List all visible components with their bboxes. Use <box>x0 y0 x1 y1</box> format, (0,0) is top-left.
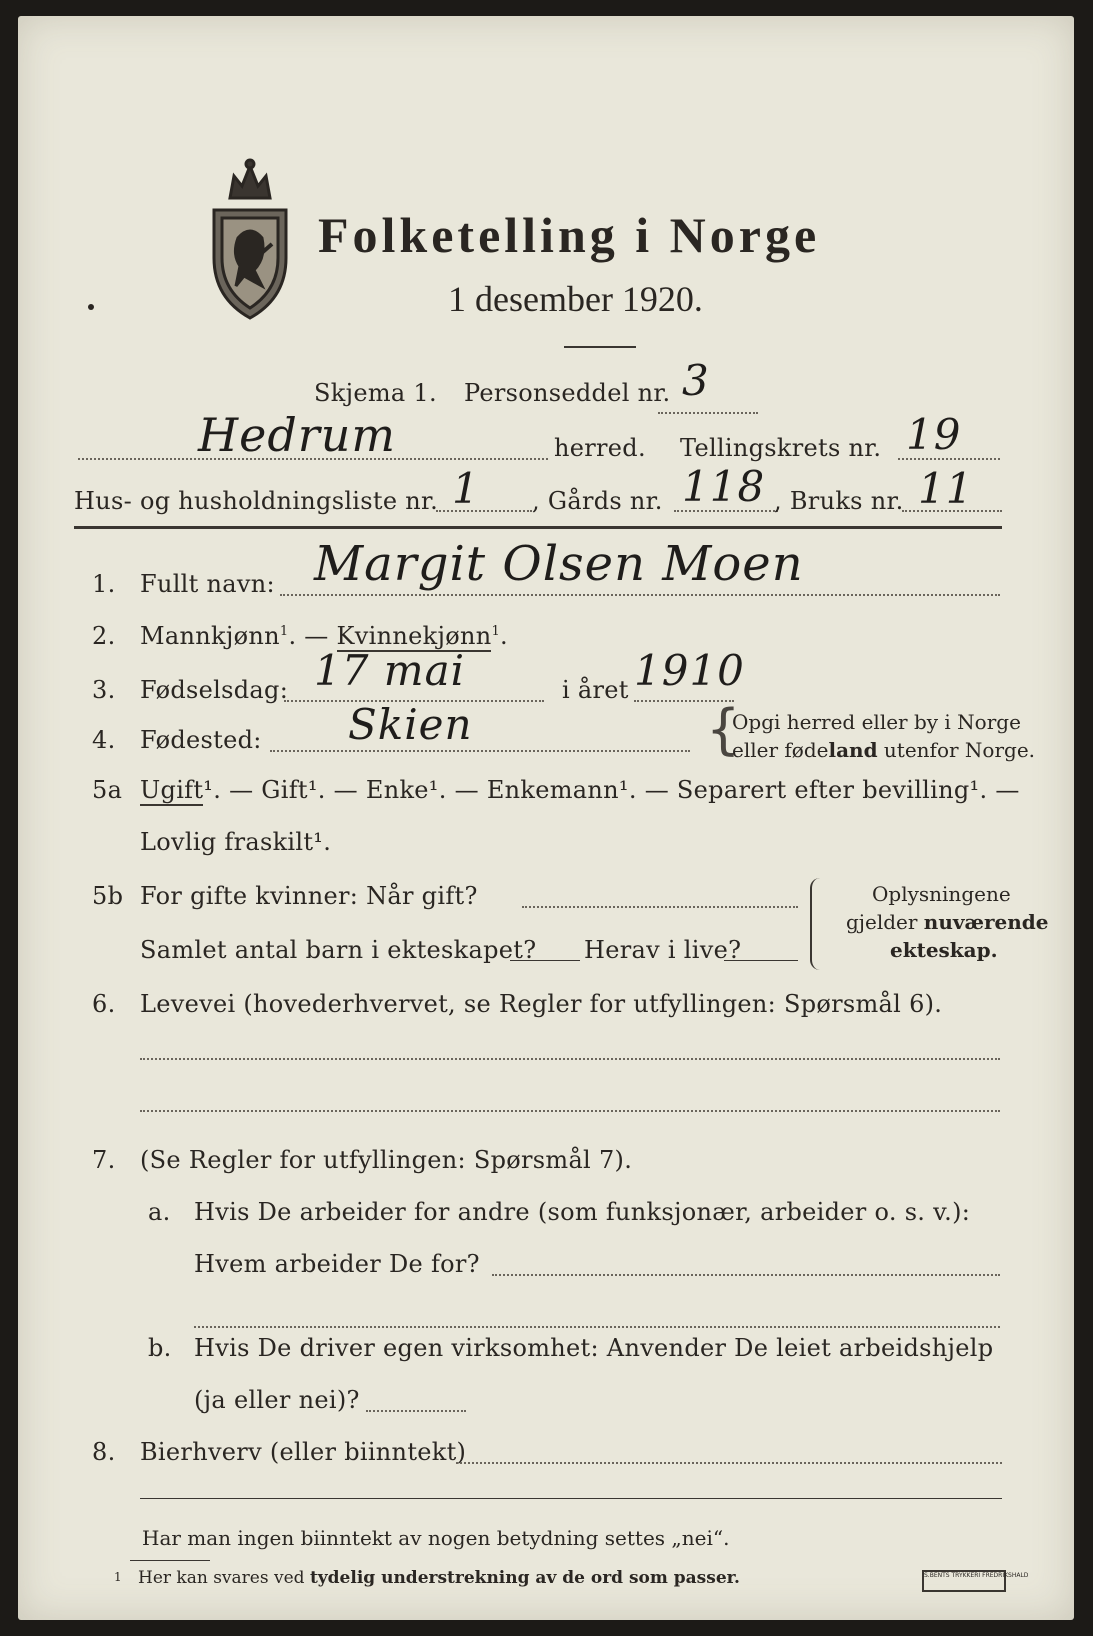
fraskilt-option[interactable]: Lovlig fraskilt¹. <box>140 828 332 856</box>
side-income-label: Bierhverv (eller biinntekt) <box>140 1438 467 1466</box>
footer-divider <box>140 1498 1002 1499</box>
marriage-note-line2: gjelder nuværende <box>846 910 1049 934</box>
full-name-line <box>280 594 1000 596</box>
birthplace-line <box>270 750 690 752</box>
full-name-value[interactable]: Margit Olsen Moen <box>314 536 804 592</box>
children-total-label: Samlet antal barn i ekteskapet? <box>140 936 537 964</box>
married-when-line <box>522 906 798 908</box>
herred-value[interactable]: Hedrum <box>198 408 397 462</box>
brace-icon: { <box>706 698 741 761</box>
personseddel-label: Personseddel nr. <box>464 379 671 407</box>
civil-status-rest[interactable]: ¹. — Gift¹. — Enke¹. — Enkemann¹. — Separert efter bevilling¹. — <box>203 776 1020 804</box>
q7b-number: b. <box>148 1334 172 1362</box>
birthplace-value[interactable]: Skien <box>348 700 473 749</box>
q2-number: 2. <box>92 622 116 650</box>
census-date: 1 desember 1920. <box>448 279 703 319</box>
q5a-number: 5a <box>92 776 123 804</box>
footnote-text: Her kan svares ved tydelig understrekning av de ord som passer. <box>138 1568 740 1588</box>
census-form-page <box>18 16 1074 1620</box>
employer-line-2 <box>194 1326 1000 1328</box>
civil-status-options <box>140 776 1020 804</box>
ugift-option[interactable]: Ugift <box>140 776 204 804</box>
birth-year-value[interactable]: 1910 <box>634 646 745 695</box>
children-alive-label: Herav i live? <box>584 936 742 964</box>
q7a-question: Hvis De arbeider for andre (som funksjonær, arbeider o. s. v.): <box>194 1198 971 1226</box>
hired-help-label: (ja eller nei)? <box>194 1386 360 1414</box>
skjema-label: Skjema 1. <box>314 379 437 407</box>
birth-year-label: i året <box>562 676 629 704</box>
q7-number: 7. <box>92 1146 116 1174</box>
birthday-value[interactable]: 17 mai <box>314 646 466 695</box>
footnote-marker: 1 <box>491 624 501 639</box>
bruks-value[interactable]: 11 <box>918 464 974 513</box>
side-income-line <box>456 1462 1002 1464</box>
hired-help-line <box>366 1410 466 1412</box>
married-women-label: For gifte kvinner: Når gift? <box>140 882 478 910</box>
no-income-note: Har man ingen biinntekt av nogen betydning settes „nei“. <box>142 1526 730 1550</box>
note-bracket <box>810 878 822 970</box>
marriage-note-line1: Oplysningene <box>872 882 1011 906</box>
employer-line <box>492 1274 1000 1276</box>
gender-separator: . — <box>288 622 337 650</box>
occupation-line-2 <box>140 1110 1000 1112</box>
birthplace-label: Fødested: <box>140 726 262 754</box>
gender-end: . <box>500 622 508 650</box>
bruks-label: , Bruks nr. <box>774 487 904 515</box>
q4-number: 4. <box>92 726 116 754</box>
children-alive-line <box>724 960 798 961</box>
occupation-line-1 <box>140 1058 1000 1060</box>
husholdningsliste-label: Hus- og husholdningsliste nr. <box>74 487 439 515</box>
occupation-label: Levevei (hovederhvervet, se Regler for utfyllingen: Spørsmål 6). <box>140 990 943 1018</box>
husholdningsliste-line <box>436 510 532 512</box>
gards-label: , Gårds nr. <box>532 487 663 515</box>
herred-label: herred. <box>554 434 646 462</box>
personseddel-line <box>658 412 758 414</box>
printer-stamp: S.BENTS TRYKKERI FREDRIKSHALD <box>922 1570 1006 1592</box>
employer-label: Hvem arbeider De for? <box>194 1250 480 1278</box>
footnote-number: 1 <box>114 1570 122 1584</box>
header-divider <box>74 526 1002 529</box>
footnote-divider <box>130 1560 210 1561</box>
tellingskrets-value[interactable]: 19 <box>906 410 962 459</box>
husholdningsliste-value[interactable]: 1 <box>452 464 480 513</box>
q6-number: 6. <box>92 990 116 1018</box>
q3-number: 3. <box>92 676 116 704</box>
footnote-marker: 1 <box>279 624 289 639</box>
personseddel-number[interactable]: 3 <box>682 356 710 405</box>
birthday-label: Fødselsdag: <box>140 676 289 704</box>
norwegian-crest-icon <box>200 158 300 328</box>
q7-label: (Se Regler for utfyllingen: Spørsmål 7). <box>140 1146 633 1174</box>
form-title: Folketelling i Norge <box>318 207 821 263</box>
full-name-label: Fullt navn: <box>140 570 275 598</box>
q5b-number: 5b <box>92 882 124 910</box>
mannkjonn-option[interactable]: Mannkjønn <box>140 622 280 650</box>
decorative-dot <box>88 304 94 310</box>
birthplace-note-line2: eller fødeland utenfor Norge. <box>732 738 1036 762</box>
marriage-note-line3: ekteskap. <box>890 938 998 962</box>
q8-number: 8. <box>92 1438 116 1466</box>
children-total-line <box>510 960 580 961</box>
gards-value[interactable]: 118 <box>682 462 766 511</box>
q1-number: 1. <box>92 570 116 598</box>
birthplace-note-line1: Opgi herred eller by i Norge <box>732 710 1021 734</box>
title-divider <box>564 346 636 348</box>
q7b-question: Hvis De driver egen virksomhet: Anvender De leiet arbeidshjelp <box>194 1334 994 1362</box>
q7a-number: a. <box>148 1198 171 1226</box>
tellingskrets-label: Tellingskrets nr. <box>680 434 882 462</box>
kvinnekjonn-option[interactable]: Kvinnekjønn <box>336 622 492 650</box>
